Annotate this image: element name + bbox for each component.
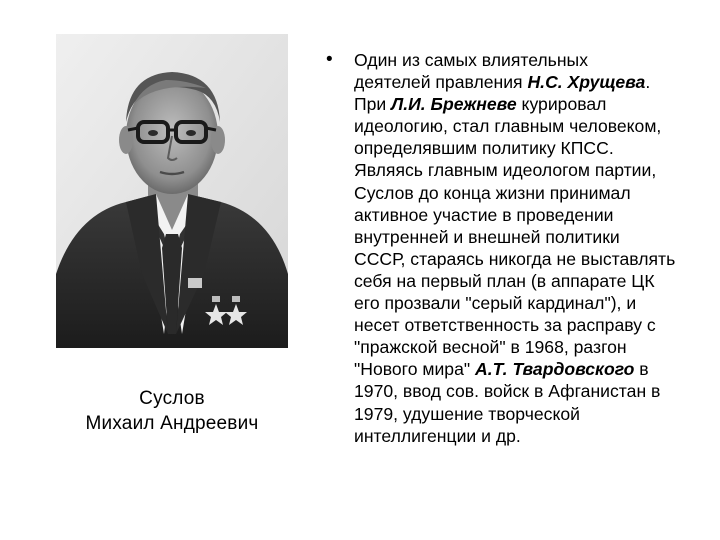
text-line <box>354 182 704 204</box>
text-line <box>354 292 704 314</box>
bullet-paragraph <box>354 49 704 447</box>
text-fragment: "Нового мира" <box>354 359 475 380</box>
text-fragment: интеллигенции и др. <box>354 425 521 446</box>
text-fragment: 1979, удушение творческой <box>354 403 580 424</box>
text-fragment: курировал <box>516 94 607 115</box>
text-fragment: идеологию, стал главным человеком, <box>354 116 662 137</box>
portrait-photo <box>56 34 288 348</box>
text-fragment: "пражской весной" в 1968, разгон <box>354 337 627 358</box>
text-line <box>354 204 704 226</box>
portrait-image <box>56 34 288 348</box>
text-fragment: Суслов до конца жизни принимал <box>354 182 631 203</box>
text-fragment: СССР, стараясь никогда не выставлять <box>354 248 676 269</box>
text-fragment: несет ответственность за расправу с <box>354 315 656 336</box>
text-line <box>354 336 704 358</box>
text-fragment: 1970, ввод сов. войск в Афганистан в <box>354 381 661 402</box>
text-line <box>354 137 704 159</box>
emphasized-name: Л.И. Брежневе <box>391 94 517 115</box>
text-line <box>354 49 704 71</box>
text-line <box>354 380 704 402</box>
photo-caption <box>56 386 288 436</box>
text-fragment: деятелей правления <box>354 72 528 93</box>
text-line <box>354 93 704 115</box>
text-fragment: его прозвали "серый кардинал"), и <box>354 293 637 314</box>
text-fragment: определявшим политику КПСС. <box>354 138 614 159</box>
text-fragment: При <box>354 94 392 115</box>
bullet-marker: • <box>326 49 333 70</box>
emphasized-name: Н.С. Хрущева <box>527 72 646 93</box>
text-line <box>354 226 704 248</box>
text-line <box>354 314 704 336</box>
text-line <box>354 248 704 270</box>
text-line <box>354 159 704 181</box>
text-line <box>354 425 704 447</box>
text-fragment: активное участие в проведении <box>354 204 614 225</box>
text-fragment: себя на первый план (в аппарате ЦК <box>354 270 655 291</box>
text-fragment: Один из самых влиятельных <box>354 50 589 70</box>
text-line <box>354 270 704 292</box>
caption-surname: Суслов <box>139 388 205 409</box>
text-line <box>354 358 704 380</box>
text-fragment: в <box>634 359 649 380</box>
emphasized-name: А.Т. Твардовского <box>475 359 635 380</box>
text-line <box>354 115 704 137</box>
text-line <box>354 403 704 425</box>
text-fragment: внутренней и внешней политики <box>354 226 620 247</box>
text-fragment: . <box>645 72 651 93</box>
text-line <box>354 71 704 93</box>
text-fragment: Являясь главным идеологом партии, <box>354 160 657 181</box>
caption-name: Михаил Андреевич <box>85 413 259 434</box>
